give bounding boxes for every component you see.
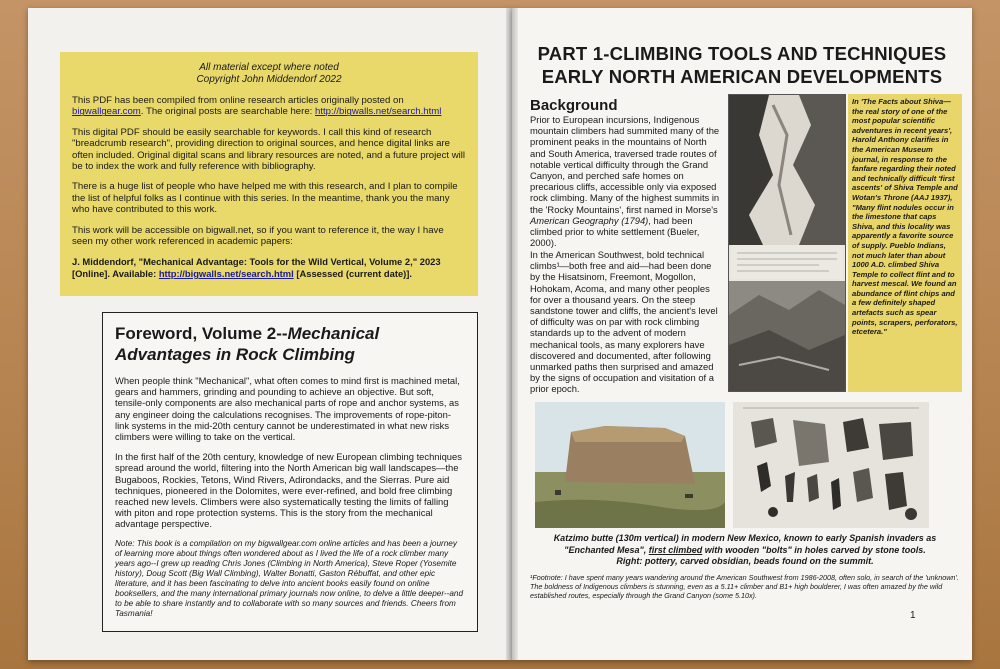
- enchanted-mesa-photo: [535, 402, 725, 528]
- shiva-temple-sidebar: In 'The Facts about Shiva—the real story of one of the most popular scientific adventures in recent years', Harold Anthony clarifies in the American Museum journal, in response to the fanfare regarding their noted and technically difficult 'first ascents' of Shiva Temple and Wotan's Throne (AAJ 1937), "Many flint nodules occur in the limestone that caps Shiva, and this locality was apparently a favorite source of supply. Pueblo Indians, not much later than about 1000 A.D. climbed Shiva Temple to collect flint and to harvest mescal. We found an abundance of flint chips and a few definitely shaped artefacts such as spear points, scrapers, perforators, etcetera.": [848, 94, 962, 392]
- bigwallgear-link[interactable]: bigwallgear.com: [72, 106, 141, 118]
- background-paragraph-2: In the American Southwest, bold technical climbs¹—both free and aid—had been done by the Hisatsinom, Freemont, Mogollon, Hohokam, Acoma, and many other peoples for over a thousand years. On the steep sandstone tower and cliffs, the ancient's level of difficulty was on par with rock climbing standards up to the advent of modern mechanical tools, as many explorers have discovered and documented, after following unmarked paths then surprised and amazed by the signs of occupation and visitation of a prior epoch.: [530, 249, 718, 395]
- artifacts-photo: [733, 402, 929, 528]
- notice-line-1: All material except where noted: [199, 62, 339, 73]
- foreword-paragraph-2: In the first half of the 20th century, knowledge of new European climbing techniques spread around the world, filtering into the North American big wall landscapes—the Bugaboos, Rockies, Tetons, Wind Rivers, Adirondacks, and the Sierras. Pure aid techniques, pioneered in the Dolomites, were ever-refined, and bold free climbing reached new levels. Climbers were also systematically testing the limits of falling with piton and rope protection systems. This is the story from the mechanical advantage perspective.: [115, 451, 462, 530]
- foreword-paragraph-1: When people think "Mechanical", what often comes to mind first is machined metal, gears and hammers, grinding and pounding to achieve an objective. But soft, tensile-only components are also mechanical parts of rope and anchor systems, as any engineer doing the calculations recognises. The improvements of rope-piton-link systems in the mid-20th century cannot be underestimated in what new risks climbers were willing to take on the vertical.: [115, 375, 460, 443]
- background-paragraph-1: Prior to European incursions, Indigenous mountain climbers had summited many of the prominent peaks in the mountains of North and South America, traversed trade routes of notable vertical difficulty through the Grand Canyon, and perched safe homes on precarious cliffs, accessible only via exposed rock climbing. Many of the highest summits in the 'Rocky Mountains', first named in Morse's American Geography (1794), had been climbed prior to white settlement (Bueler, 2000).: [530, 114, 720, 249]
- cliff-photos-image: [729, 95, 845, 391]
- search-page-link[interactable]: http://bigwalls.net/search.html: [315, 106, 442, 118]
- footnote: ¹Footnote: I have spent many years wandering around the American Southwest from 1986-2008, often solo, in search of the 'unknown'. The boldness of Indigenous climbers is stunning, even as a 5.11+ climber and B1+ high boulderer, I was often amazed by the wild established routes, especially through the Grand Canyon (some 5.10x).: [530, 573, 959, 600]
- notice-paragraph-2: This digital PDF should be easily searchable for keywords. I call this kind of research "breadcrumb research", providing direction to original sources, and hence digital links are often included. Original digital scans and library resources are noted, and a future project will be to index the work and fully reference with bibliography.: [72, 126, 466, 173]
- book-spine: [506, 8, 518, 660]
- copyright-notice-box: [60, 52, 478, 296]
- historical-photo-stack: [728, 94, 846, 392]
- figure-caption: Katzimo butte (130m vertical) in modern New Mexico, known to early Spanish invaders as "Enchanted Mesa", first climbed with wooden "bolts" in holes carved by stone tools. Right: pottery, carved obsidian, beads found on the summit.: [553, 533, 937, 566]
- page-number: 1: [910, 610, 916, 621]
- foreword-note: Note: This book is a compilation on my bigwallgear.com online articles and has been a journey of learning more about things often wondered about as I lived the life of a rock climber many years ago--I grew up reading Chris Jones (Climbing in North America), Steve Roper (Yosemite history), Doug Scott (Big Wall Climbing), Walter Bonatti, Gaston Rébuffat, and other epic literature, and it has been fascinating to delve into ancient books easily found on online booksellers, and the many international primary journals now online, to delve a little deeper--and to be able to share instantly and to collaborate with so many sources and friends. Cheers from Tasmania!: [115, 538, 464, 618]
- notice-paragraph-3: There is a huge list of people who have helped me with this research, and I plan to compile the list of helpful folks as I continue with this series. In the meantime, thank you the many who have contributed to this work.: [72, 181, 458, 216]
- section-heading: Background: [530, 97, 618, 114]
- notice-line-2: Copyright John Middendorf 2022: [196, 74, 342, 85]
- notice-paragraph-4: This work will be accessible on bigwall.net, so if you want to reference it, the way I have seen my other work referenced in academic papers:: [72, 224, 444, 248]
- foreword-title: Foreword, Volume 2--Mechanical Advantages in Rock Climbing: [115, 324, 380, 364]
- first-climbed-link[interactable]: first climbed: [648, 544, 703, 555]
- notice-paragraph-1: This PDF has been compiled from online research articles originally posted on bigwallgear.com. The original posts are searchable here: http://bigwalls.net/search.html: [72, 95, 442, 118]
- foreword-box: [102, 312, 478, 632]
- citation-link[interactable]: http://bigwalls.net/search.html: [158, 267, 294, 279]
- citation: J. Middendorf, "Mechanical Advantage: Tools for the Wild Vertical, Volume 2," 2023 [Online]. Available: http://bigwalls.net/search.html [Assessed (current date)].: [72, 256, 441, 279]
- part-title: PART 1-CLIMBING TOOLS AND TECHNIQUES EARLY NORTH AMERICAN DEVELOPMENTS: [537, 43, 947, 87]
